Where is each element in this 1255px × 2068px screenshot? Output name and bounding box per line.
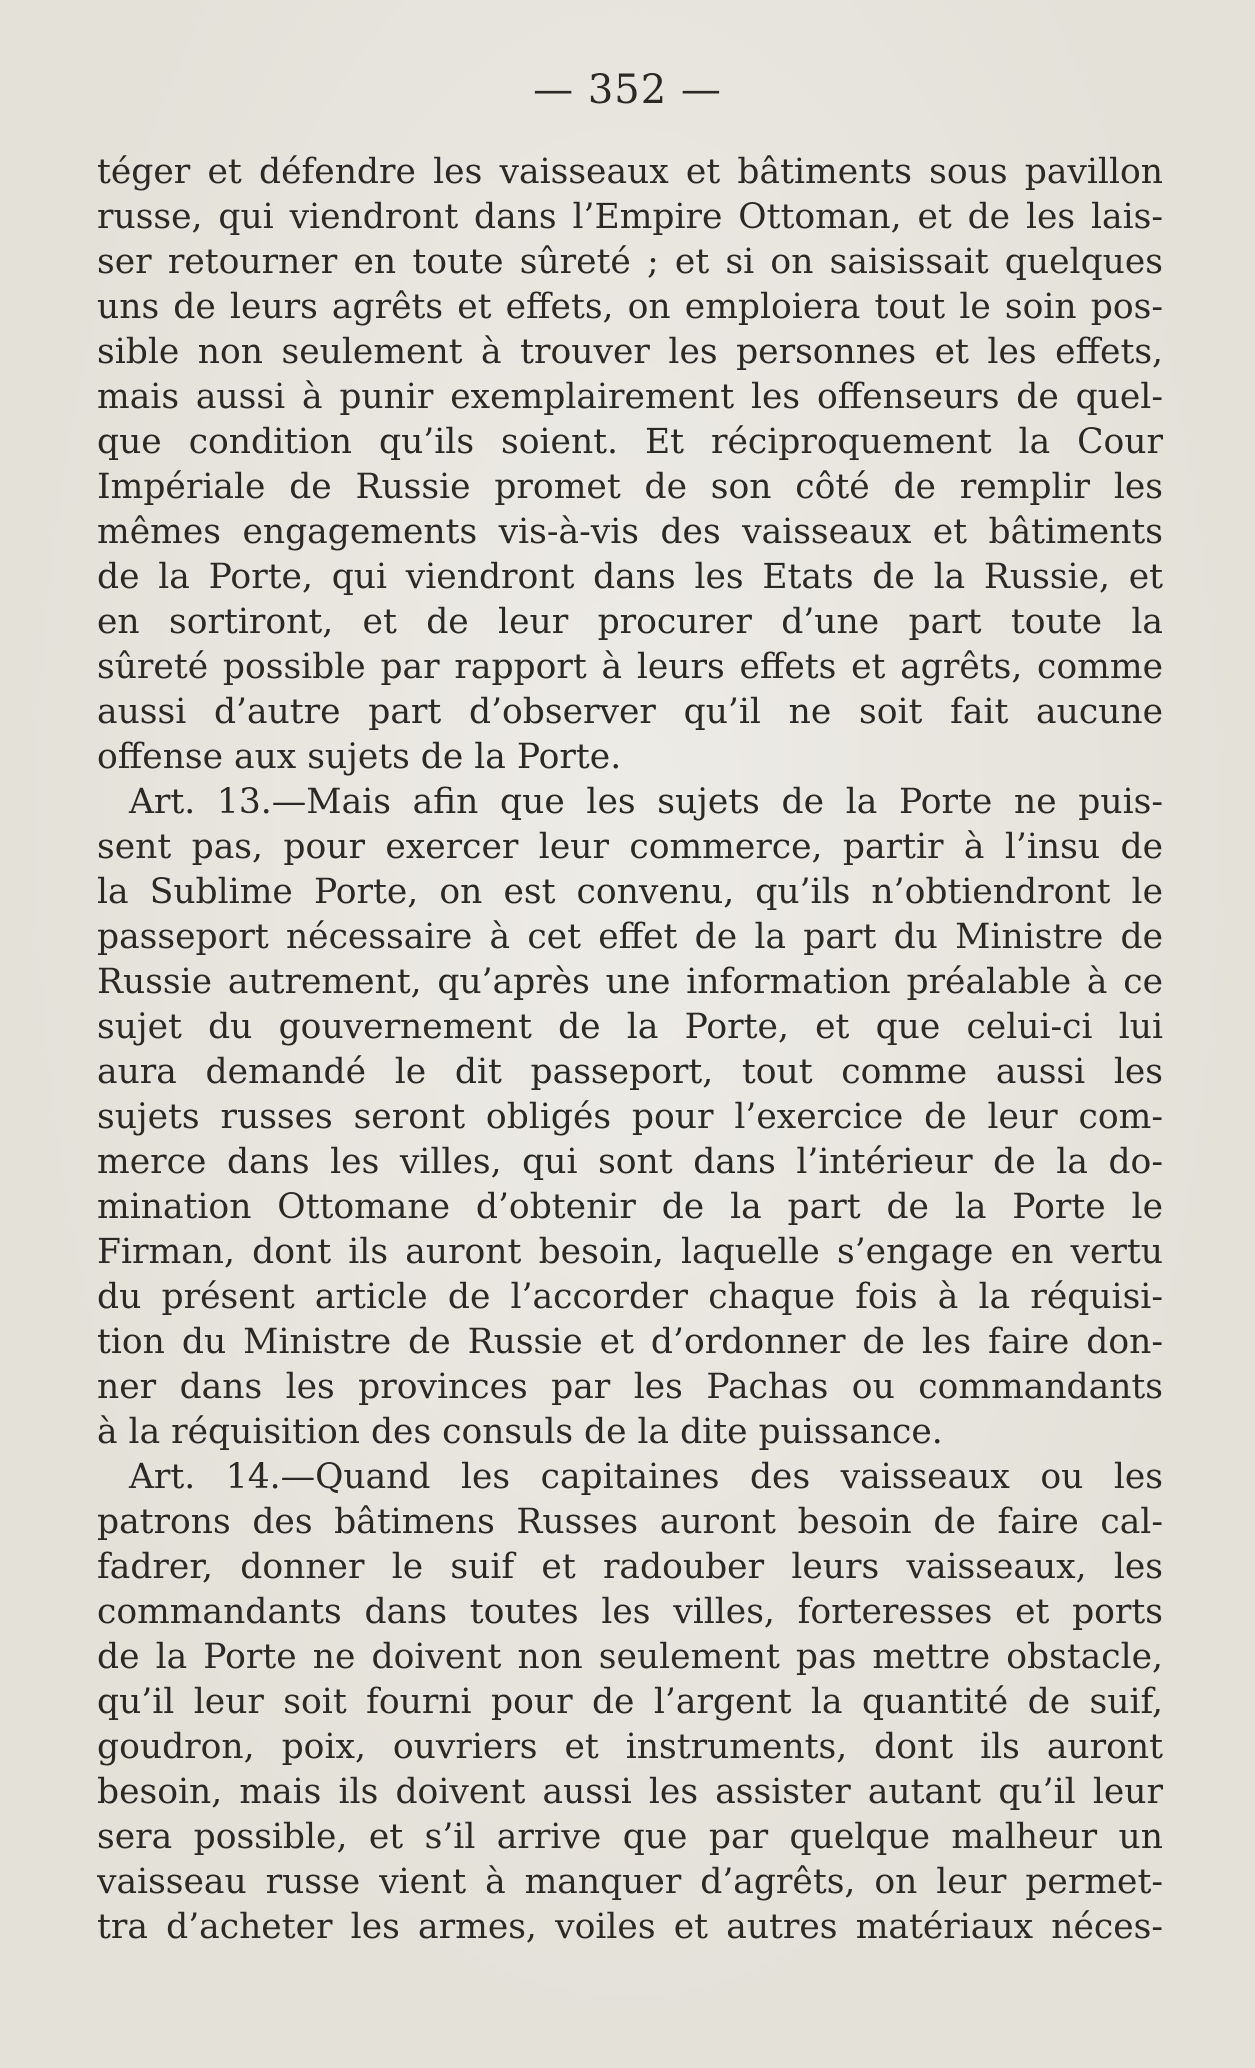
text-line: sûreté possible par rapport à leurs effets et agrêts, comme [97, 647, 1163, 687]
text-line: Art. 13.—Mais afin que les sujets de la Porte ne puis- [129, 782, 1163, 822]
text-line: sera possible, et s’il arrive que par quelque malheur un [97, 1817, 1163, 1857]
text-line: mination Ottomane d’obtenir de la part de la Porte le [97, 1187, 1163, 1227]
text-line: Russie autrement, qu’après une information préalable à ce [97, 962, 1163, 1002]
text-line: merce dans les villes, qui sont dans l’intérieur de la do- [97, 1142, 1163, 1182]
text-line: tion du Ministre de Russie et d’ordonner de les faire don- [97, 1322, 1163, 1362]
text-line: vaisseau russe vient à manquer d’agrêts, on leur permet- [97, 1862, 1163, 1902]
text-line: sible non seulement à trouver les personnes et les effets, [97, 332, 1163, 372]
page-number: — 352 — [533, 67, 722, 113]
text-line: sujet du gouvernement de la Porte, et que celui-ci lui [97, 1007, 1163, 1047]
text-line: goudron, poix, ouvriers et instruments, dont ils auront [97, 1727, 1163, 1767]
text-line: uns de leurs agrêts et effets, on emploiera tout le soin pos- [97, 287, 1163, 327]
text-line: la Sublime Porte, on est convenu, qu’ils n’obtiendront le [97, 872, 1163, 912]
text-line: du présent article de l’accorder chaque fois à la réquisi- [97, 1277, 1163, 1317]
text-line: Firman, dont ils auront besoin, laquelle s’engage en vertu [97, 1232, 1163, 1272]
text-line: de la Porte, qui viendront dans les Etats de la Russie, et [97, 557, 1163, 597]
text-line: russe, qui viendront dans l’Empire Ottoman, et de les lais- [97, 197, 1163, 237]
text-line: commandants dans toutes les villes, forteresses et ports [97, 1592, 1163, 1632]
text-line: sujets russes seront obligés pour l’exercice de leur com- [97, 1097, 1163, 1137]
text-line: qu’il leur soit fourni pour de l’argent la quantité de suif, [97, 1682, 1163, 1722]
body-text [97, 150, 1163, 1950]
text-line: de la Porte ne doivent non seulement pas mettre obstacle, [97, 1637, 1163, 1677]
text-line: que condition qu’ils soient. Et réciproquement la Cour [97, 422, 1163, 462]
text-line: aussi d’autre part d’observer qu’il ne soit fait aucune [97, 692, 1163, 732]
text-line: en sortiront, et de leur procurer d’une part toute la [97, 602, 1163, 642]
text-line: fadrer, donner le suif et radouber leurs vaisseaux, les [97, 1547, 1163, 1587]
text-line: mêmes engagements vis-à-vis des vaisseaux et bâtiments [97, 512, 1163, 552]
text-line: sent pas, pour exercer leur commerce, partir à l’insu de [97, 827, 1163, 867]
text-line: besoin, mais ils doivent aussi les assister autant qu’il leur [97, 1772, 1163, 1812]
text-line: passeport nécessaire à cet effet de la part du Ministre de [97, 917, 1163, 957]
text-line: mais aussi à punir exemplairement les offenseurs de quel- [97, 377, 1163, 417]
text-line: ner dans les provinces par les Pachas ou commandants [97, 1367, 1163, 1407]
text-line: Art. 14.—Quand les capitaines des vaisseaux ou les [129, 1457, 1163, 1497]
text-line: Impériale de Russie promet de son côté de remplir les [97, 467, 1163, 507]
text-line: téger et défendre les vaisseaux et bâtiments sous pavillon [97, 152, 1163, 192]
text-line: aura demandé le dit passeport, tout comme aussi les [97, 1052, 1163, 1092]
text-line: tra d’acheter les armes, voiles et autres matériaux néces- [97, 1907, 1163, 1947]
text-line: ser retourner en toute sûreté ; et si on saisissait quelques [97, 242, 1163, 282]
text-line: patrons des bâtimens Russes auront besoin de faire cal- [97, 1502, 1163, 1542]
text-line: à la réquisition des consuls de la dite puissance. [97, 1412, 943, 1452]
text-line: offense aux sujets de la Porte. [97, 737, 622, 777]
